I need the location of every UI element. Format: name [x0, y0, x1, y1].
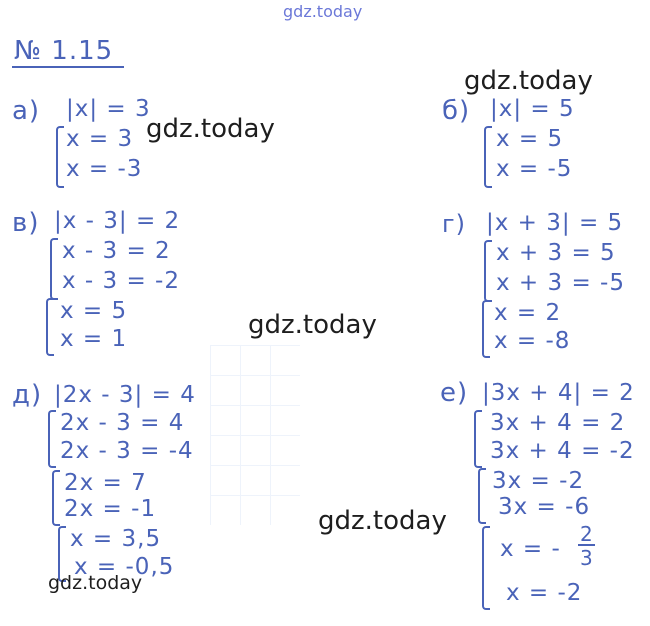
- part-e-step-2: 3x + 4 = -2: [490, 438, 635, 464]
- part-v-label: в): [12, 208, 40, 238]
- part-g-equation: |x + 3| = 5: [486, 210, 624, 236]
- watermark: gdz.today: [146, 114, 275, 144]
- part-v-equation: |x - 3| = 2: [54, 208, 181, 234]
- part-g-step-2: x + 3 = -5: [496, 270, 625, 296]
- part-e-mid-2: 3x = -6: [498, 494, 591, 520]
- part-b-equation: |x| = 5: [490, 96, 575, 122]
- watermark: gdz.today: [318, 506, 447, 536]
- part-v-result-1: x = 5: [60, 298, 128, 324]
- watermark-top: gdz.today: [283, 2, 363, 21]
- part-d-brace-1: [48, 410, 56, 468]
- part-b-label: б): [442, 96, 471, 126]
- part-e-result-2: x = -2: [506, 580, 583, 606]
- part-b-solution-1: x = 5: [496, 126, 564, 152]
- part-g-label: г): [442, 210, 466, 238]
- part-e-brace-2: [478, 468, 486, 524]
- part-e-equation: |3x + 4| = 2: [482, 380, 635, 406]
- part-d-step-1: 2x - 3 = 4: [60, 410, 185, 436]
- part-d-brace-2: [52, 470, 60, 526]
- part-g-brace-1: [484, 240, 492, 302]
- part-d-equation: |2x - 3| = 4: [54, 382, 196, 408]
- part-e-step-1: 3x + 4 = 2: [490, 410, 626, 436]
- part-a-equation: |x| = 3: [66, 96, 151, 122]
- fraction-numerator: 2: [580, 522, 593, 546]
- part-v-step-2: x - 3 = -2: [62, 268, 180, 294]
- problem-title: № 1.15: [14, 36, 114, 66]
- part-d-label: д): [12, 380, 43, 410]
- part-g-brace-2: [482, 300, 490, 358]
- part-a-brace: [56, 126, 64, 188]
- part-g-result-1: x = 2: [494, 300, 562, 326]
- part-a-solution-2: x = -3: [66, 156, 143, 182]
- part-g-result-2: x = -8: [494, 328, 571, 354]
- part-d-mid-1: 2x = 7: [64, 470, 147, 496]
- part-e-label: е): [440, 378, 469, 408]
- part-v-step-1: x - 3 = 2: [62, 238, 171, 264]
- part-e-result-1-fraction: [578, 524, 595, 568]
- part-d-mid-2: 2x = -1: [64, 496, 157, 522]
- part-e-brace-3: [482, 526, 490, 610]
- fraction-denominator: 3: [580, 546, 593, 570]
- part-b-brace: [484, 126, 492, 188]
- part-d-result-1: x = 3,5: [70, 526, 162, 552]
- graph-paper-grid: [210, 345, 300, 525]
- part-e-brace-1: [474, 410, 482, 468]
- part-d-result-2: x = -0,5: [74, 554, 175, 580]
- title-underline: [12, 66, 124, 68]
- part-d-step-2: 2x - 3 = -4: [60, 438, 194, 464]
- part-a-solution-1: x = 3: [66, 126, 134, 152]
- part-v-brace-1: [50, 238, 58, 300]
- part-v-result-2: x = 1: [60, 326, 128, 352]
- watermark: gdz.today: [464, 66, 593, 96]
- part-e-result-1-prefix: x = -: [500, 536, 561, 562]
- part-e-mid-1: 3x = -2: [492, 468, 585, 494]
- part-v-brace-2: [46, 298, 54, 356]
- watermark: gdz.today: [48, 572, 143, 594]
- part-b-solution-2: x = -5: [496, 156, 573, 182]
- part-a-label: а): [12, 96, 41, 126]
- watermark: gdz.today: [248, 310, 377, 340]
- part-g-step-1: x + 3 = 5: [496, 240, 616, 266]
